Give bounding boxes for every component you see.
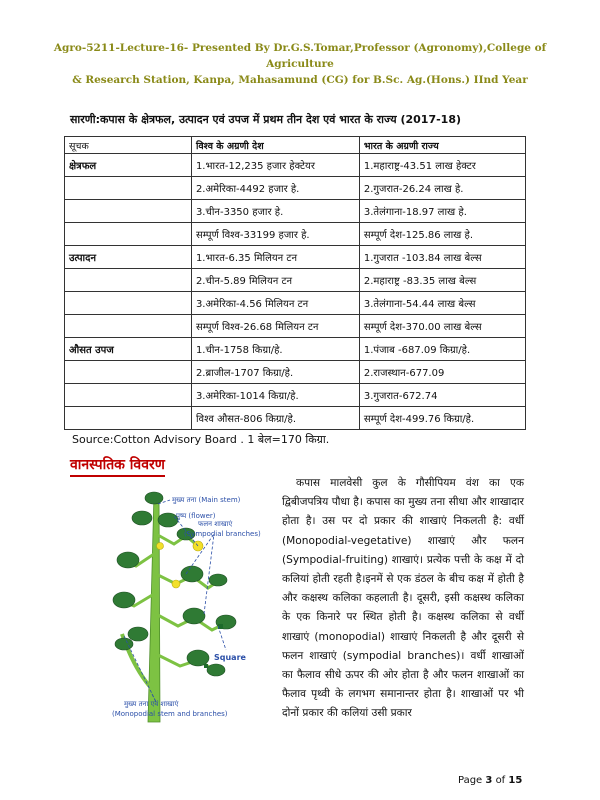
world-country-cell: 2.अमेरिका-4492 हजार हे.: [191, 177, 359, 200]
world-country-cell: विश्व औसत-806 किग्रा/हे.: [191, 407, 359, 430]
indicator-cell: [65, 223, 192, 246]
table-row: [65, 154, 526, 177]
indicator-cell: उत्पादन: [65, 246, 192, 269]
footer-total-pages: 15: [508, 775, 523, 786]
table-row: [65, 361, 526, 384]
table-header-row: [65, 137, 526, 154]
world-country-cell: 3.अमेरिका-4.56 मिलियन टन: [191, 292, 359, 315]
table-caption: सारणी:कपास के क्षेत्रफल, उत्पादन एवं उपज में प्रथम तीन देश एवं भारत के राज्य (2017-18): [70, 113, 462, 126]
label-square: Square: [214, 653, 246, 662]
footer-page-label: Page: [458, 775, 483, 786]
india-state-cell: 1.गुजरात -103.84 लाख बेल्स: [359, 246, 525, 269]
table-row: [65, 338, 526, 361]
table-row: [65, 384, 526, 407]
india-state-cell: सम्पूर्ण देश-125.86 लाख हे.: [359, 223, 525, 246]
table-row: [65, 292, 526, 315]
indicator-cell: [65, 177, 192, 200]
header-cell-world: विश्व के अग्रणी देश: [191, 137, 359, 154]
table-row: [65, 269, 526, 292]
world-country-cell: 3.अमेरिका-1014 किग्रा/हे.: [191, 384, 359, 407]
table-row: [65, 407, 526, 430]
page-footer: [458, 775, 522, 786]
botanical-description: [282, 474, 524, 724]
india-state-cell: सम्पूर्ण देश-499.76 किग्रा/हे.: [359, 407, 525, 430]
page-header: [40, 40, 560, 88]
india-state-cell: सम्पूर्ण देश-370.00 लाख बेल्स: [359, 315, 525, 338]
world-country-cell: 3.चीन-3350 हजार हे.: [191, 200, 359, 223]
header-cell-indicator: सूचक: [65, 137, 192, 154]
indicator-cell: औसत उपज: [65, 338, 192, 361]
world-country-cell: 1.भारत-12,235 हजार हेक्टेयर: [191, 154, 359, 177]
label-monopodial-hi: मुख्य तना एवं शाखाएं: [124, 700, 179, 708]
description-paragraph: कपास मालवेसी कुल के गौसीपियम वंश का एक द्विबीजपत्रिय पौधा है। कपास का मुख्य तना सीधा और शाखादार होता है। उस पर दो प्रकार की शाखाएं निकलती है: वर्धी (Monopodial-vegetative) शाखाएं और फलन (Sympodial-fruiting) शाखाएं। प्रत्येक पत्ती के कक्ष में दो कलियां होती रहती है।इनमें से एक डंठल के बीच कक्ष में होती है और कक्षस्थ कलिका कहलाती है। दूसरी, इसी कक्षस्थ कलिका के एक किनारे पर स्थित होती है। कक्षस्थ कलिका से वर्धी शाखाएं (monopodial) शाखाएं निकलती है और दूसरी से फलन शाखाएं (sympodial branches)। वर्धी शाखाओं का फैलाव सीधे ऊपर की ओर होता है और फलन शाखाओं का फैलाव पृथ्वी के लगभग समानान्तर होता है। शाखाओं पर भी दोनों प्रकार की कलियां उसी प्रकार: [282, 477, 524, 720]
table-row: [65, 200, 526, 223]
india-state-cell: 3.तेलंगाना-54.44 लाख बेल्स: [359, 292, 525, 315]
cotton-data-table: [64, 136, 526, 430]
indicator-cell: [65, 269, 192, 292]
india-state-cell: 2.राजस्थान-677.09: [359, 361, 525, 384]
world-country-cell: 2.चीन-5.89 मिलियन टन: [191, 269, 359, 292]
india-state-cell: 1.पंजाब -687.09 किग्रा/हे.: [359, 338, 525, 361]
label-sympodial-en: (Sympodial branches): [184, 530, 261, 538]
india-state-cell: 2.गुजरात-26.24 लाख हे.: [359, 177, 525, 200]
india-state-cell: 3.तेलंगाना-18.97 लाख हे.: [359, 200, 525, 223]
table-row: [65, 246, 526, 269]
indicator-cell: [65, 200, 192, 223]
india-state-cell: 1.महाराष्ट्र-43.51 लाख हेक्टर: [359, 154, 525, 177]
source-note: Source:Cotton Advisory Board . 1 बेल=170 किग्रा.: [72, 433, 330, 446]
india-state-cell: 3.गुजरात-672.74: [359, 384, 525, 407]
indicator-cell: क्षेत्रफल: [65, 154, 192, 177]
footer-current-page: 3: [485, 775, 493, 786]
world-country-cell: 2.ब्राजील-1707 किग्रा/हे.: [191, 361, 359, 384]
table-row: [65, 223, 526, 246]
label-main-stem: मुख्य तना (Main stem): [172, 496, 241, 504]
label-sympodial-hi: फलन शाखाएं: [198, 520, 233, 528]
indicator-cell: [65, 407, 192, 430]
cotton-plant-diagram: [94, 474, 270, 724]
header-line-1: Agro-5211-Lecture-16- Presented By Dr.G.S.Tomar,Professor (Agronomy),College of Agriculture: [53, 42, 547, 70]
label-monopodial-en: (Monopodial stem and branches): [112, 710, 228, 718]
world-country-cell: 1.चीन-1758 किग्रा/हे.: [191, 338, 359, 361]
table-row: [65, 177, 526, 200]
india-state-cell: 2.महाराष्ट्र -83.35 लाख बेल्स: [359, 269, 525, 292]
world-country-cell: सम्पूर्ण विश्व-33199 हजार हे.: [191, 223, 359, 246]
world-country-cell: 1.भारत-6.35 मिलियन टन: [191, 246, 359, 269]
header-line-2: & Research Station, Kanpa, Mahasamund (CG) for B.Sc. Ag.(Hons.) IInd Year: [72, 74, 528, 86]
indicator-cell: [65, 384, 192, 407]
indicator-cell: [65, 361, 192, 384]
header-cell-india: भारत के अग्रणी राज्य: [359, 137, 525, 154]
table-row: [65, 315, 526, 338]
indicator-cell: [65, 315, 192, 338]
world-country-cell: सम्पूर्ण विश्व-26.68 मिलियन टन: [191, 315, 359, 338]
section-title: वानस्पतिक विवरण: [70, 455, 165, 477]
label-flower: पुष्प (flower): [176, 512, 216, 520]
indicator-cell: [65, 292, 192, 315]
footer-of: of: [495, 775, 506, 786]
